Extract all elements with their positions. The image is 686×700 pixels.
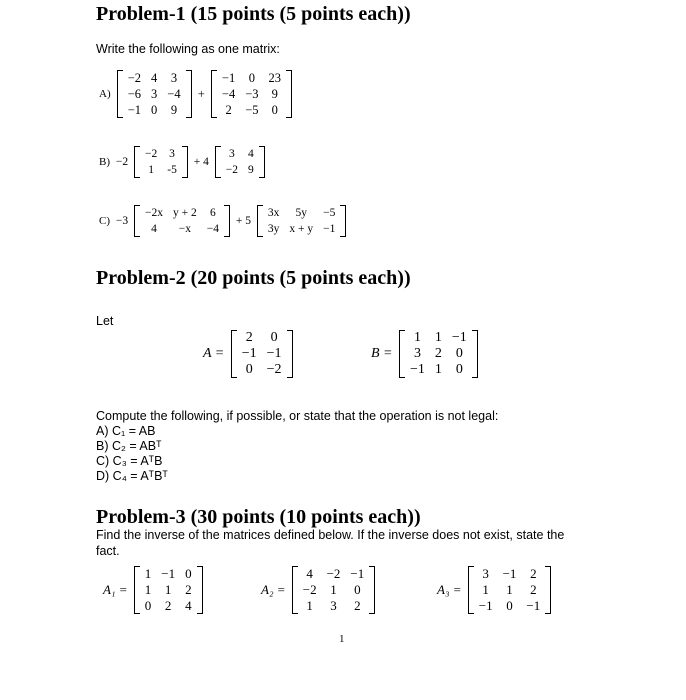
matrix-cell: −1 [526,598,541,613]
matrix-cell: y + 2 [173,207,197,219]
matrix-cell: −1 [127,103,142,117]
matrix-cell: 1 [148,164,154,176]
matrix-a-name: A = [203,346,225,361]
matrix-row [221,146,259,162]
matrix-cell: 1 [413,330,421,345]
matrix-cell: −1 [241,346,257,361]
problem-1a [96,70,292,118]
matrix-1b-left [134,146,188,178]
matrix-cell: 0 [455,346,463,361]
matrix-cell: 0 [185,566,192,581]
problem-2-instruction: Compute the following, if possible, or state that the operation is not legal: [96,409,499,423]
matrix-row [140,221,224,237]
matrix-row [217,102,286,118]
matrix-cell: 1 [434,330,442,345]
matrix-cell: −2 [302,582,317,597]
matrix-cell: 3 [482,566,489,581]
matrix-b-definition [368,330,478,378]
problem-3-instruction-line-1: Find the inverse of the matrices defined below. If the inverse does not exist, state the [96,528,565,542]
matrix-a1-definition [100,566,203,614]
matrix-cell: 4 [151,223,157,235]
problem-1b-label: B) [99,156,110,168]
problem-1b-operator: + 4 [193,156,209,168]
matrix-cell: 9 [271,87,278,101]
matrix-b [399,330,478,378]
matrix-row [405,346,472,362]
matrix-row [123,70,186,86]
matrix-row [123,102,186,118]
matrix-row [140,566,197,582]
matrix-cell: 1 [506,582,513,597]
matrix-cell: −3 [245,87,259,101]
matrix-a3 [468,566,552,614]
matrix-cell: 6 [210,207,216,219]
matrix-cell: 2 [164,598,172,613]
matrix-cell: −6 [127,87,142,101]
problem-1-title: Problem-1 (15 points (5 points each)) [96,3,411,25]
matrix-a3-definition [434,566,551,614]
matrix-1a-left [117,70,192,118]
matrix-cell: 3y [267,223,280,235]
matrix-cell: −4 [221,87,236,101]
matrix-a1 [134,566,203,614]
matrix-a2 [292,566,376,614]
matrix-cell: −1 [478,598,493,613]
problem-1c-coef-1: −3 [115,215,129,227]
matrix-cell: 2 [530,582,537,597]
matrix-cell: 1 [164,582,172,597]
matrix-cell: 3 [170,71,178,85]
matrix-cell: 0 [151,103,158,117]
problem-1c-operator: + 5 [235,215,251,227]
matrix-b-name: B = [371,346,393,361]
matrix-cell: 3 [330,598,337,613]
matrix-1c-right [257,205,347,237]
matrix-cell: −1 [451,330,467,345]
matrix-cell: −4 [167,87,181,101]
matrix-cell: 2 [225,103,232,117]
matrix-cell: 0 [270,330,278,345]
matrix-cell: −4 [206,223,219,235]
problem-3-title: Problem-3 (30 points (10 points each)) [96,506,421,528]
matrix-cell: 3x [267,207,280,219]
matrix-a2-name: A₂ = [261,582,286,597]
matrix-row [298,598,370,614]
matrix-cell: −1 [266,346,282,361]
matrix-row [474,582,546,598]
problem-2-item-a: A) C₁ = AB [96,424,156,438]
plus-operator: + [197,86,205,101]
matrix-cell: 0 [271,103,278,117]
problem-2-title: Problem-2 (20 points (5 points each)) [96,267,411,289]
matrix-cell: −1 [221,71,236,85]
matrix-cell: 2 [245,330,253,345]
matrix-row [263,221,341,237]
matrix-cell: −1 [502,566,517,581]
matrix-cell: x + y [289,223,314,235]
problem-2-item-d: D) C₄ = AᵀBᵀ [96,469,168,483]
matrix-cell: −2x [145,207,163,219]
matrix-row [140,582,197,598]
matrix-1b-right [215,146,265,178]
problem-1a-label: A) [99,88,111,100]
matrix-cell: −2 [127,71,142,85]
matrix-cell: −2 [145,148,158,160]
matrix-cell: 4 [247,148,254,160]
matrix-row [140,598,197,614]
matrix-cell: 2 [434,346,442,361]
problem-2-item-b: B) C₂ = ABᵀ [96,439,162,453]
matrix-cell: 23 [268,71,282,85]
matrix-row [140,205,224,221]
matrix-a [231,330,293,378]
matrix-1a-right [211,70,292,118]
matrix-cell: 0 [248,71,256,85]
matrix-cell: 3 [413,346,421,361]
matrix-cell: 2 [354,598,361,613]
problem-2-let: Let [96,314,114,328]
problem-3-instruction-line-2: fact. [96,544,120,558]
matrix-row [221,162,259,178]
problem-2-item-c: C) C₃ = AᵀB [96,454,163,468]
matrix-cell: 1 [482,582,489,597]
matrix-cell: 0 [144,598,152,613]
matrix-cell: 5y [295,207,307,219]
matrix-row [405,362,472,378]
matrix-a2-definition [258,566,375,614]
matrix-cell: −2 [225,164,238,176]
matrix-cell: 1 [144,582,152,597]
matrix-a1-name: A₁ = [103,582,128,597]
matrix-cell: 0 [506,598,513,613]
matrix-row [474,566,546,582]
problem-1b-coef-1: −2 [115,156,129,168]
matrix-cell: −x [178,223,191,235]
matrix-a3-name: A₃ = [437,582,462,597]
problem-1c-label: C) [99,215,110,227]
matrix-row [298,582,370,598]
matrix-cell: 3 [169,148,175,160]
matrix-row [123,86,186,102]
matrix-cell: 4 [185,598,192,613]
problem-2-items [96,424,168,484]
matrix-row [263,205,341,221]
problem-1c [96,205,346,237]
matrix-cell: 3 [228,148,235,160]
matrix-cell: 9 [170,103,178,117]
matrix-cell: 2 [530,566,537,581]
matrix-cell: 3 [151,87,158,101]
matrix-cell: 0 [455,362,463,377]
matrix-cell: 0 [245,362,253,377]
matrix-row [237,330,287,346]
matrix-a-definition [200,330,293,378]
matrix-cell: -5 [167,164,177,176]
matrix-row [298,566,370,582]
matrix-cell: 1 [144,566,152,581]
matrix-1c-left [134,205,230,237]
matrix-cell: −1 [161,566,176,581]
page-number: 1 [339,633,345,645]
matrix-cell: 2 [185,582,192,597]
matrix-cell: 1 [434,362,442,377]
problem-1-instruction: Write the following as one matrix: [96,42,280,56]
matrix-row [237,346,287,362]
matrix-row [217,70,286,86]
matrix-cell: −5 [245,103,259,117]
matrix-row [237,362,287,378]
matrix-cell: −1 [323,223,336,235]
matrix-row [140,162,182,178]
matrix-row [140,146,182,162]
matrix-cell: 4 [151,71,158,85]
matrix-cell: 9 [247,164,254,176]
matrix-cell: 1 [306,598,313,613]
matrix-cell: −2 [326,566,341,581]
matrix-cell: 4 [306,566,313,581]
matrix-cell: −1 [350,566,365,581]
matrix-cell: 1 [330,582,337,597]
matrix-cell: −5 [323,207,336,219]
matrix-cell: 0 [354,582,361,597]
problem-1b [96,146,265,178]
matrix-row [217,86,286,102]
matrix-cell: −1 [410,362,425,377]
matrix-row [474,598,546,614]
matrix-cell: −2 [266,362,282,377]
matrix-row [405,330,472,346]
